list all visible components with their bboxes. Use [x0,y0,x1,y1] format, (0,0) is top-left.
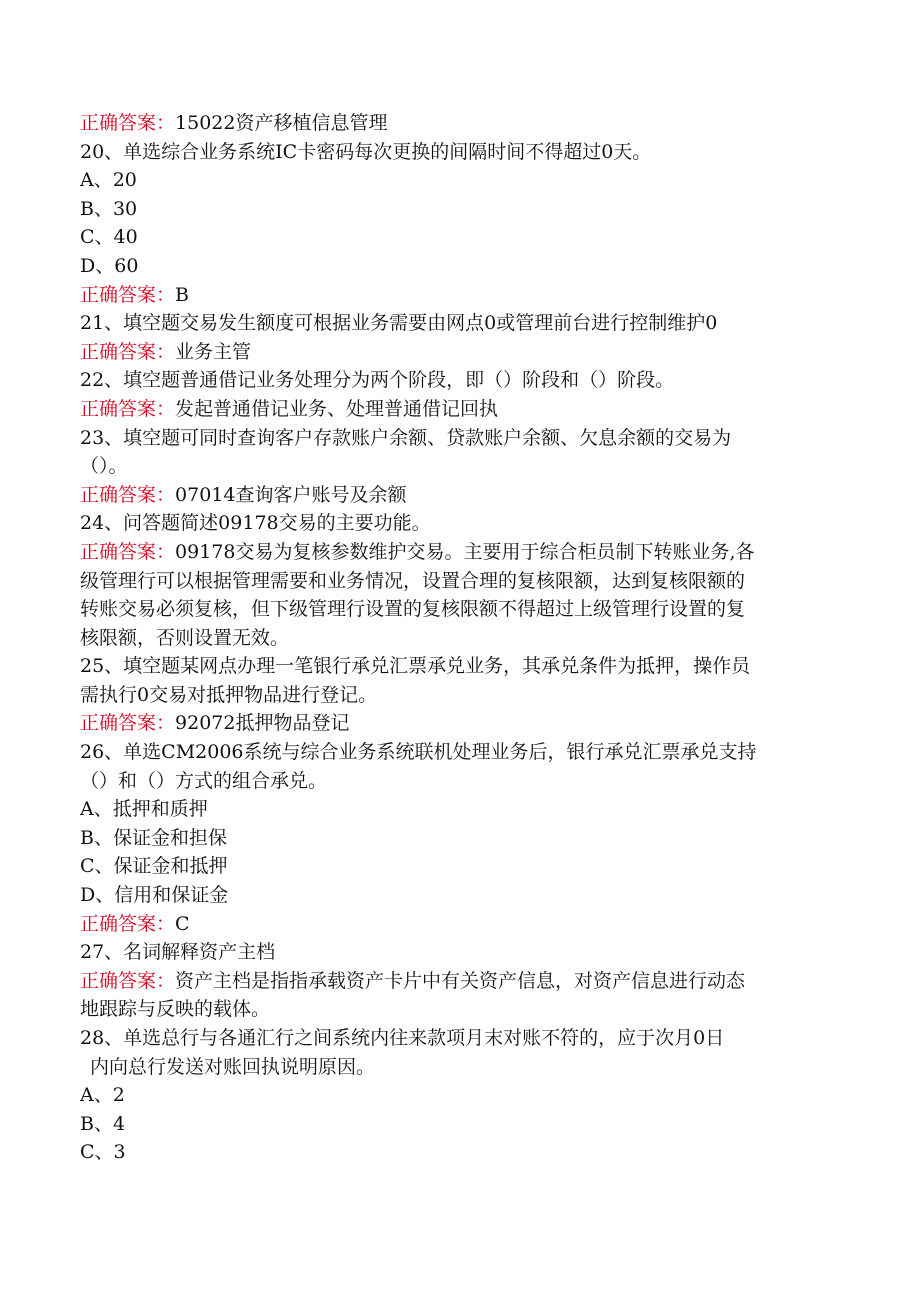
answer-line [80,481,840,510]
answer-text: C [175,912,190,935]
text-line: 27、名词解释资产主档 [80,941,276,964]
answer-text: 发起普通借记业务、处理普通借记回执 [175,397,499,420]
text-line: 25、填空题某网点办理一笔银行承兑汇票承兑业务，其承兑条件为抵押，操作员 [80,655,751,678]
answer-text: 业务主管 [175,340,252,363]
text-line: D、信用和保证金 [80,884,229,907]
answer-text: 09178交易为复核参数维护交易。主要用于综合柜员制下转账业务,各 [175,540,755,563]
text-line: A、20 [80,169,137,192]
answer-text: 资产主档是指指承载资产卡片中有关资产信息，对资产信息进行动态 [175,969,746,992]
answer-label: 正确答案： [80,340,176,363]
answer-line [80,109,840,138]
answer-line [80,709,840,738]
text-line: C、3 [80,1141,126,1164]
answer-text: 07014查询客户账号及余额 [175,483,407,506]
answer-line [80,910,840,939]
text-line: 转账交易必须复核，但下级管理行设置的复核限额不得超过上级管理行设置的复 [80,598,746,621]
answer-line [80,395,840,424]
answer-text: 15022资产移植信息管理 [175,112,388,134]
answer-line [80,967,840,996]
answer-line [80,281,840,310]
answer-label: 正确答案： [80,540,176,563]
text-line: 内向总行发送对账回执说明原因。 [90,1055,376,1078]
text-line: 23、填空题可同时查询客户存款账户余额、贷款账户余额、欠息余额的交易为 [80,426,732,449]
text-line: 24、问答题简述09178交易的主要功能。 [80,512,431,535]
text-line: A、抵押和质押 [80,798,208,821]
text-line: 地跟踪与反映的载体。 [80,998,271,1021]
text-line: 22、填空题普通借记业务处理分为两个阶段，即（）阶段和（）阶段。 [80,369,675,392]
answer-label: 正确答案： [80,969,176,992]
document-page [80,109,840,1167]
answer-label: 正确答案： [80,912,176,935]
text-line: （）和（）方式的组合承兑。 [80,769,328,792]
text-line: D、60 [80,254,139,277]
answer-text: 92072抵押物品登记 [175,712,350,735]
text-line: C、保证金和抵押 [80,855,228,878]
answer-label: 正确答案： [80,483,176,506]
text-line: B、30 [80,197,138,220]
answer-line [80,338,840,367]
text-line: A、2 [80,1084,125,1107]
text-line: （）。 [80,455,128,478]
answer-label: 正确答案： [80,397,176,420]
answer-text: B [175,283,189,306]
text-line: B、4 [80,1112,126,1135]
answer-line [80,538,840,567]
answer-label: 正确答案： [80,283,176,306]
text-line: B、保证金和担保 [80,826,227,849]
text-line: 级管理行可以根据管理需要和业务情况，设置合理的复核限额，达到复核限额的 [80,569,746,592]
answer-label: 正确答案： [80,712,176,735]
text-line: 21、填空题交易发生额度可根据业务需要由网点0或管理前台进行控制维护0 [80,312,718,335]
text-line: 需执行0交易对抵押物品进行登记。 [80,683,378,706]
answer-label: 正确答案： [80,112,176,134]
text-line: 26、单选CM2006系统与综合业务系统联机处理业务后，银行承兑汇票承兑支持 [80,741,757,764]
text-line: 28、单选总行与各通汇行之间系统内往来款项月末对账不符的，应于次月0日 [80,1027,725,1049]
text-line: 20、单选综合业务系统IC卡密码每次更换的间隔时间不得超过0天。 [80,140,652,163]
text-line: 核限额，否则设置无效。 [80,626,290,649]
text-line: C、40 [80,226,138,249]
